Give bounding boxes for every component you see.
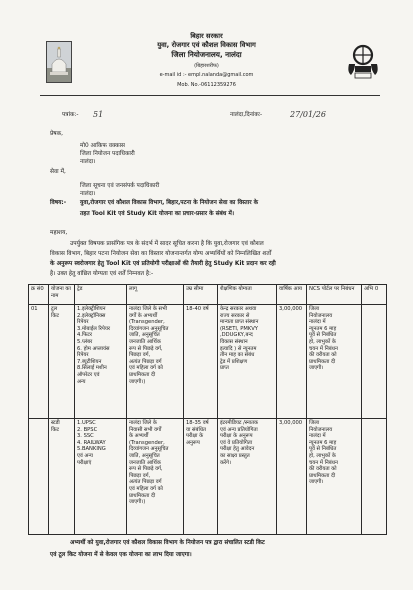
- cell-text-line: जाएगी।: [309, 365, 324, 372]
- header-age: उम्र सीमा: [184, 285, 218, 305]
- date-value: 27/01/26: [290, 110, 326, 119]
- office-name: जिला नियोजनालय, नालंदा: [171, 50, 242, 59]
- cell-scheme: [49, 419, 75, 535]
- cell-text-line: नालंदा जिले के: [129, 420, 157, 426]
- cell-text-line: जनजाति आर्थिक: [129, 459, 161, 466]
- cell-sn: [29, 419, 49, 535]
- eligibility-table: [28, 284, 387, 535]
- mobile-line: Mob. No.-06112359276: [177, 82, 236, 88]
- cell-text-line: 5.BANKING: [77, 446, 106, 453]
- patrank-value: 51: [93, 110, 104, 119]
- cell-text-line: ट्रेड में प्रशिक्षण: [220, 358, 248, 365]
- header-divider: [40, 95, 380, 96]
- patrank-label: पत्रांक:-: [62, 112, 79, 118]
- cell-text-line: की वरीयता को: [309, 352, 337, 359]
- cell-sn: [29, 305, 49, 419]
- sender-designation: जिला नियोजन पदाधिकारी: [80, 151, 135, 157]
- sender-place: नालंदा।: [80, 159, 96, 165]
- cell-text-line: हो, लाभुकों के: [309, 452, 336, 459]
- cell-remarks: [362, 419, 387, 535]
- cell-text-line: परीक्षा के: [186, 433, 204, 440]
- cell-text-line: 7.ब्यूटीशियन: [77, 358, 102, 365]
- cell-text-line: स्टडी: [51, 420, 60, 426]
- cell-applicable: [127, 419, 184, 535]
- cell-text-line: 18-40 वर्ष: [186, 306, 209, 312]
- cell-income: [277, 419, 307, 535]
- cell-text-line: विकास संस्थान: [220, 338, 248, 345]
- cell-text-line: नालंदा जिले के सभी: [129, 306, 167, 312]
- header-sn: क्र सं0: [29, 285, 49, 305]
- cell-text-line: प्राप्त: [220, 365, 229, 372]
- cell-text-line: रिपेयर: [77, 319, 89, 326]
- cell-text-line: परीक्षाएं: [77, 459, 92, 466]
- cell-text-line: हो, लाभुकों के: [309, 338, 336, 345]
- cell-remarks: [362, 305, 387, 419]
- footer-note-line-2: एवं टूल किट योजना में से केवल एक योजना का लाभ दिया जाएगा।: [50, 552, 192, 558]
- subject-line-1: युवा,रोजगार एवं कौशल विकास विभाग, बिहार,पटना के नियोजन सेवा का विस्तार के: [80, 200, 259, 206]
- header-ncs: NCS पोर्टल पर निबंधन: [307, 285, 362, 305]
- cell-ncs: [307, 305, 362, 419]
- cell-text-line: 3.मोबाईल रिपेयर: [77, 325, 110, 332]
- cell-text-line: न्यूनतम 6 माह: [309, 439, 337, 446]
- cell-text-line: राज्य सरकार से: [220, 312, 250, 319]
- body-line-2: विकास विभाग, बिहार पटना नियोजन सेवा का विस्तार योजनान्तर्गत योग्य अभ्यर्थियों को निम्नलिखित शर्तों: [50, 251, 272, 257]
- cell-trades: [75, 419, 127, 535]
- cell-text-line: टूल: [51, 306, 58, 312]
- cell-applicable: [127, 305, 184, 419]
- recipient-designation: जिला सूचना एवं जनसंपर्क पदाधिकारी: [80, 183, 160, 189]
- cell-text-line: करेंगे।: [220, 459, 231, 466]
- cell-text-line: परीक्षा हेतु आवेदन: [220, 446, 255, 453]
- cell-text-line: अत्यंत पिछड़ा वर्ग: [129, 479, 162, 486]
- cell-text-line: दिव्यांगजन अनुसूचित: [129, 325, 169, 332]
- header-trade: ट्रेड: [75, 285, 127, 305]
- cell-trades: [75, 305, 127, 419]
- cell-text-line: पूर्व से निबंधित: [309, 332, 337, 339]
- cell-text-line: वर्गों के अभ्यर्थी: [129, 312, 158, 319]
- body-line-1: उपर्युक्त विषयक प्रासंगिक पत्र के संदर्भ में सादर सूचित करना है कि युवा,रोजगार एवं कौशल: [70, 241, 264, 247]
- date-label: नालंदा,दिनांकः-: [230, 112, 263, 118]
- cell-text-line: जाति, अनुसूचित: [129, 452, 160, 459]
- cell-text-line: ,DDUGKY,बन्द: [220, 332, 253, 339]
- cell-text-line: जनजाति आर्थिक: [129, 338, 161, 345]
- cell-text-line: रूप से पिछड़े वर्ग,: [129, 466, 163, 473]
- header-applicable: लागू: [127, 285, 184, 305]
- header-qualification: शैक्षणिक योग्यता: [218, 285, 277, 305]
- cell-text-line: दिव्यांगजन अनुसूचित: [129, 446, 169, 453]
- cell-text-line: एवं वे प्रतियोगिता: [220, 439, 253, 446]
- cell-text-line: इत्यादि ) से न्यूनतम: [220, 345, 257, 352]
- cell-text-line: रिपेयर: [77, 352, 89, 359]
- subject-label: विषय:-: [50, 200, 67, 206]
- cell-text-line: इंटरमीडियट /स्नातक: [220, 420, 259, 426]
- cell-text-line: 8.सिलाई मशीन: [77, 365, 107, 372]
- cell-text-line: 18-35 वर्ष: [186, 420, 209, 426]
- cell-text-line: पिछड़ा वर्ग,: [129, 352, 151, 359]
- cell-text-line: पिछड़ा वर्ग,: [129, 472, 151, 479]
- table-row: [29, 305, 387, 419]
- cell-text-line: जाएगी।): [129, 499, 146, 506]
- cell-text-line: 1.UPSC: [77, 420, 96, 426]
- body-line-4: है। उक्त हेतु वांछित योग्यता एवं शर्तें निम्नवत है:-: [50, 271, 154, 277]
- cell-text-line: मान्यता प्राप्त संस्थान: [220, 319, 259, 326]
- cell-text-line: का साक्ष्य प्रस्तुत: [220, 452, 250, 459]
- cell-scheme: [49, 305, 75, 419]
- cell-text-line: परीक्षा के अनुरूप: [220, 433, 253, 440]
- cell-text-line: 5.प्लंबर: [77, 338, 93, 345]
- cell-text-line: किट: [51, 426, 59, 433]
- cell-text-line: एवं महिला वर्ग को: [129, 485, 163, 492]
- header-scheme: योजना का नाम: [49, 285, 75, 305]
- cell-text-line: ऑपरेटर एवं: [77, 371, 100, 378]
- department-name: युवा, रोजगार एवं कौशल विकास विभाग: [157, 41, 256, 49]
- cell-text-line: न्यूनतम 6 माह: [309, 325, 337, 332]
- cell-text-line: एवं अन्य प्रतियोगिता: [220, 426, 258, 433]
- cell-text-line: 01: [31, 306, 38, 312]
- cell-text-line: 3,00,000: [279, 306, 303, 312]
- cell-income: [277, 305, 307, 419]
- cell-text-line: के अभ्यर्थी: [129, 433, 149, 440]
- salutation: महाशय,: [50, 230, 68, 236]
- cell-text-line: अत्यंत पिछड़ा वर्ग: [129, 358, 162, 365]
- cell-text-line: प्राथमिकता दी: [129, 371, 156, 378]
- cell-text-line: एवं अन्य: [77, 452, 93, 459]
- cell-age: [184, 419, 218, 535]
- cell-text-line: 3,00,000: [279, 420, 303, 426]
- cell-text-line: पूर्व से निबंधित: [309, 446, 337, 453]
- cell-text-line: (Transgender,: [129, 319, 165, 326]
- cell-text-line: नालंदा में: [309, 319, 326, 326]
- cell-qualification: [218, 305, 277, 419]
- cell-text-line: (Transgender,: [129, 439, 165, 446]
- table-header-row: [29, 285, 387, 305]
- subject-line-2: तहत Tool Kit एवं Study Kit योजना का प्रचार-प्रसार के संबंध में।: [80, 211, 235, 217]
- cell-text-line: जाति, अनुसूचित: [129, 332, 160, 339]
- cell-text-line: नियोजनालय: [309, 426, 333, 433]
- gov-name: बिहार सरकार: [190, 32, 223, 40]
- cell-text-line: (RSETI, PMKVY: [220, 325, 258, 332]
- cell-text-line: प्राथमिकता दी: [129, 492, 156, 499]
- cell-text-line: किट: [51, 312, 59, 319]
- cell-text-line: 2. BPSC: [77, 426, 98, 433]
- header-remarks: अभि 0: [362, 285, 387, 305]
- recipient-place: नालंदा।: [80, 191, 96, 197]
- cell-text-line: नालंदा में: [309, 433, 326, 440]
- header-income: वार्षिक आय: [277, 285, 307, 305]
- cell-text-line: तीन माह का संबंध: [220, 352, 255, 359]
- cell-text-line: नियोजनालय: [309, 312, 333, 319]
- cell-text-line: रूप से पिछड़े वर्ग,: [129, 345, 163, 352]
- cell-text-line: निवासी सभी वर्गों: [129, 426, 162, 433]
- email-line: e-mail id :- empl.nalanda@gmail.com: [159, 72, 254, 78]
- cell-text-line: अनुरूप: [186, 439, 200, 446]
- footer-note-line-1: अभ्यर्थी को युवा,रोजगार एवं कौशल विकास विभाग के नियोजन पत्र द्वारा संचालित स्टडी किट: [70, 540, 265, 546]
- cell-text-line: एवं महिला वर्ग को: [129, 365, 163, 372]
- district-label: (बिहारशरीफ): [194, 63, 219, 69]
- recipient-label: सेवा में,: [50, 169, 66, 175]
- table-row: [29, 419, 387, 535]
- body-line-3: के अनुरूप स्वरोजगार हेतु Tool Kit एवं प्रतियोगी परीक्षाओं की तैयारी हेतु Study Kit प्रदान कर रही: [50, 261, 276, 267]
- cell-text-line: 6. होम अप्लायंस: [77, 345, 110, 352]
- cell-text-line: जिला: [309, 306, 320, 312]
- cell-text-line: केन्द्र सरकार अथवा: [220, 306, 257, 312]
- cell-text-line: अन्य: [77, 378, 86, 385]
- cell-text-line: 3. SSC: [77, 433, 94, 440]
- cell-text-line: जाएगी।): [129, 378, 146, 385]
- cell-qualification: [218, 419, 277, 535]
- sender-label: प्रेषक,: [50, 131, 63, 137]
- cell-text-line: चयन में निबंधन: [309, 345, 338, 352]
- cell-text-line: 4. RAILWAY: [77, 439, 106, 446]
- cell-text-line: की वरीयता को: [309, 466, 337, 473]
- cell-age: [184, 305, 218, 419]
- cell-ncs: [307, 419, 362, 535]
- cell-text-line: चयन में निबंधन: [309, 459, 338, 466]
- cell-text-line: 1.इलेक्ट्रीशियन: [77, 306, 106, 312]
- sender-name: मो0 आकिफ वक्कास: [80, 143, 125, 149]
- cell-text-line: 4.फिटर: [77, 332, 93, 339]
- cell-text-line: या संबंधित: [186, 426, 206, 433]
- cell-text-line: 2.इलेक्ट्रॉनिक्स: [77, 312, 106, 319]
- cell-text-line: जिला: [309, 420, 320, 426]
- cell-text-line: प्राथमिकता दी: [309, 472, 336, 479]
- cell-text-line: जाएगी।: [309, 479, 324, 486]
- cell-text-line: प्राथमिकता दी: [309, 358, 336, 365]
